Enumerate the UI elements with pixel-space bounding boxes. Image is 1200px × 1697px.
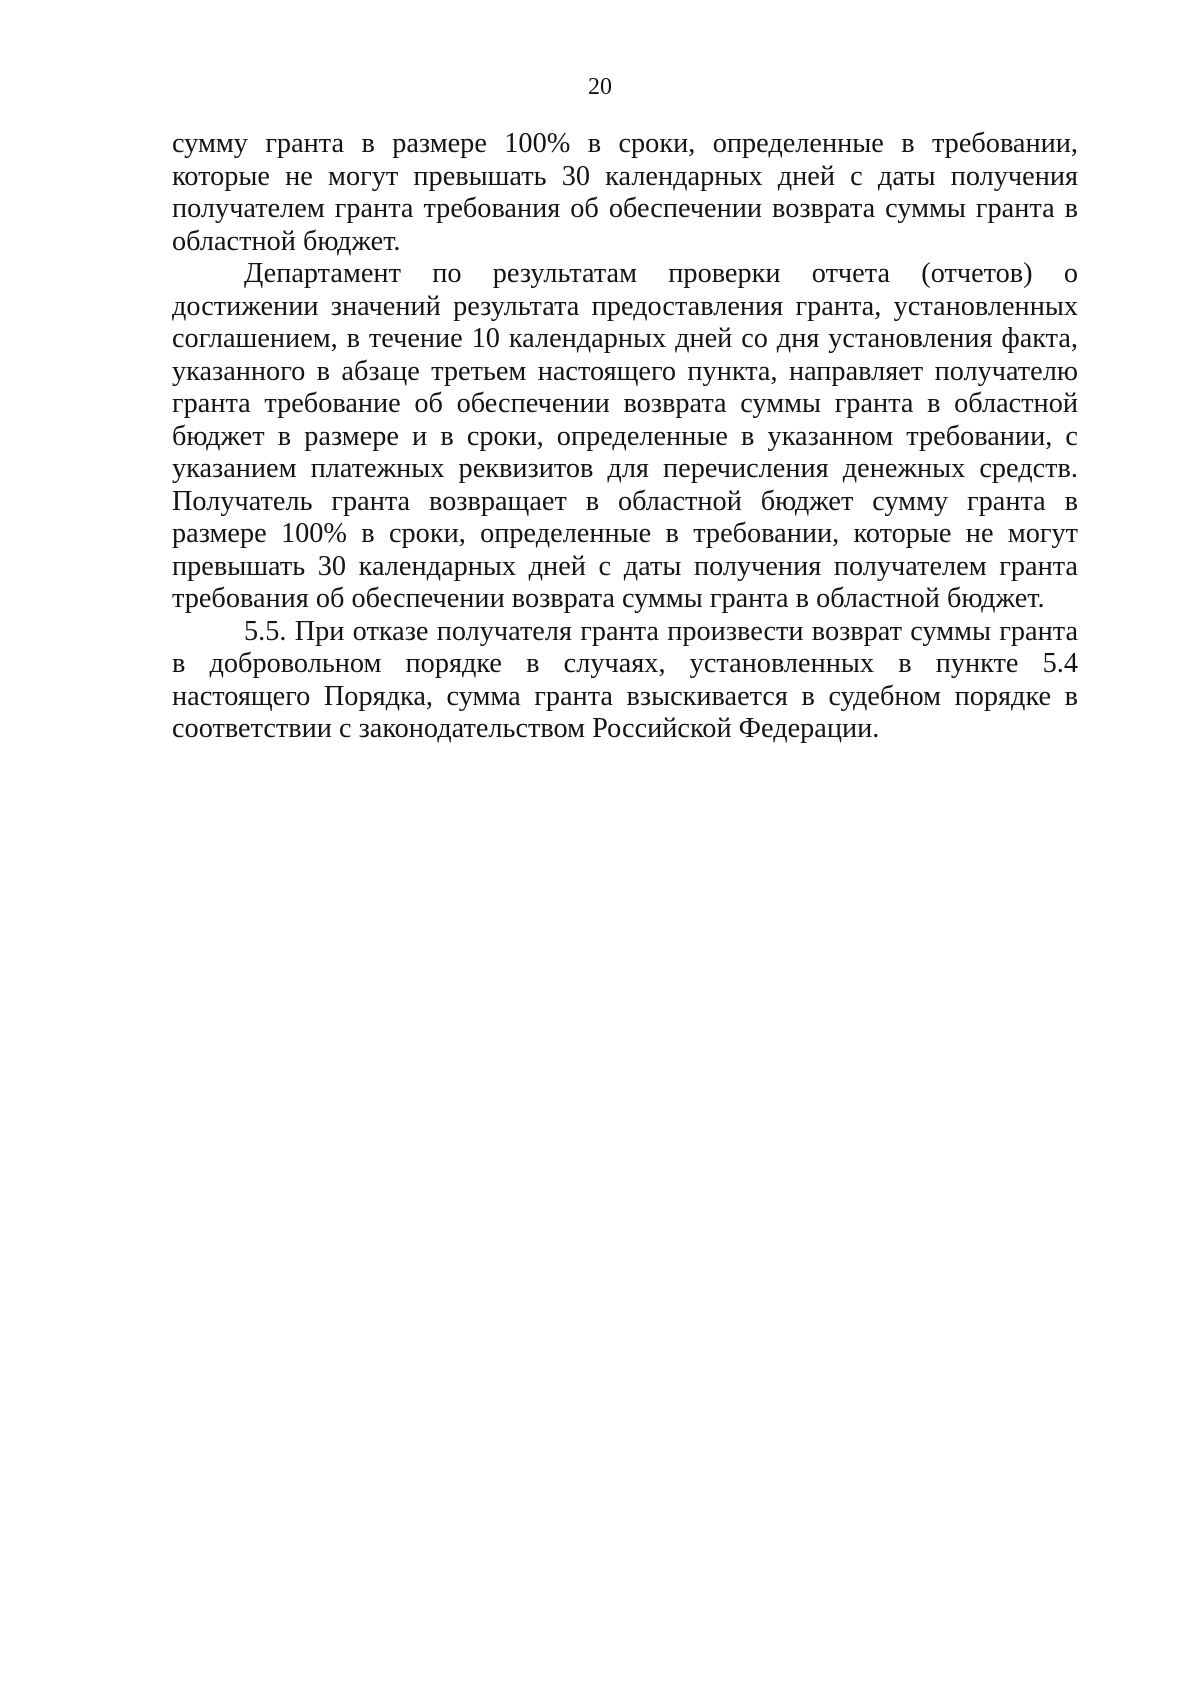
paragraph-5-5: 5.5. При отказе получателя гранта произвести возврат суммы гранта в добровольном порядке в случаях, установленных в пункте 5.4 настоящего Порядка, сумма гранта взыскивается в судебном порядке в соответствии с законодательством Российской Федерации.	[172, 615, 1078, 744]
paragraph-department-check: Департамент по результатам проверки отчета (отчетов) о достижении значений результата предоставления гранта, установленных соглашением, в течение 10 календарных дней со дня установления факта, указанного в абзаце третьем настоящего пункта, направляет получателю гранта требование об обеспечении возврата суммы гранта в областной бюджет в размере и в сроки, определенные в указанном требовании, с указанием платежных реквизитов для перечисления денежных средств. Получатель гранта возвращает в областной бюджет сумму гранта в размере 100% в сроки, определенные в требовании, которые не могут превышать 30 календарных дней с даты получения получателем гранта требования об обеспечении возврата суммы гранта в областной бюджет.	[172, 258, 1078, 614]
document-body	[172, 128, 1078, 746]
page-number: 20	[588, 74, 612, 100]
paragraph-continuation: суммy гранта в размере 100% в сроки, определенные в требовании, которые не могут превышать 30 календарных дней с даты получения получателем гранта требования об обеспечении возврата суммы гранта в областной бюджет.	[172, 128, 1078, 257]
